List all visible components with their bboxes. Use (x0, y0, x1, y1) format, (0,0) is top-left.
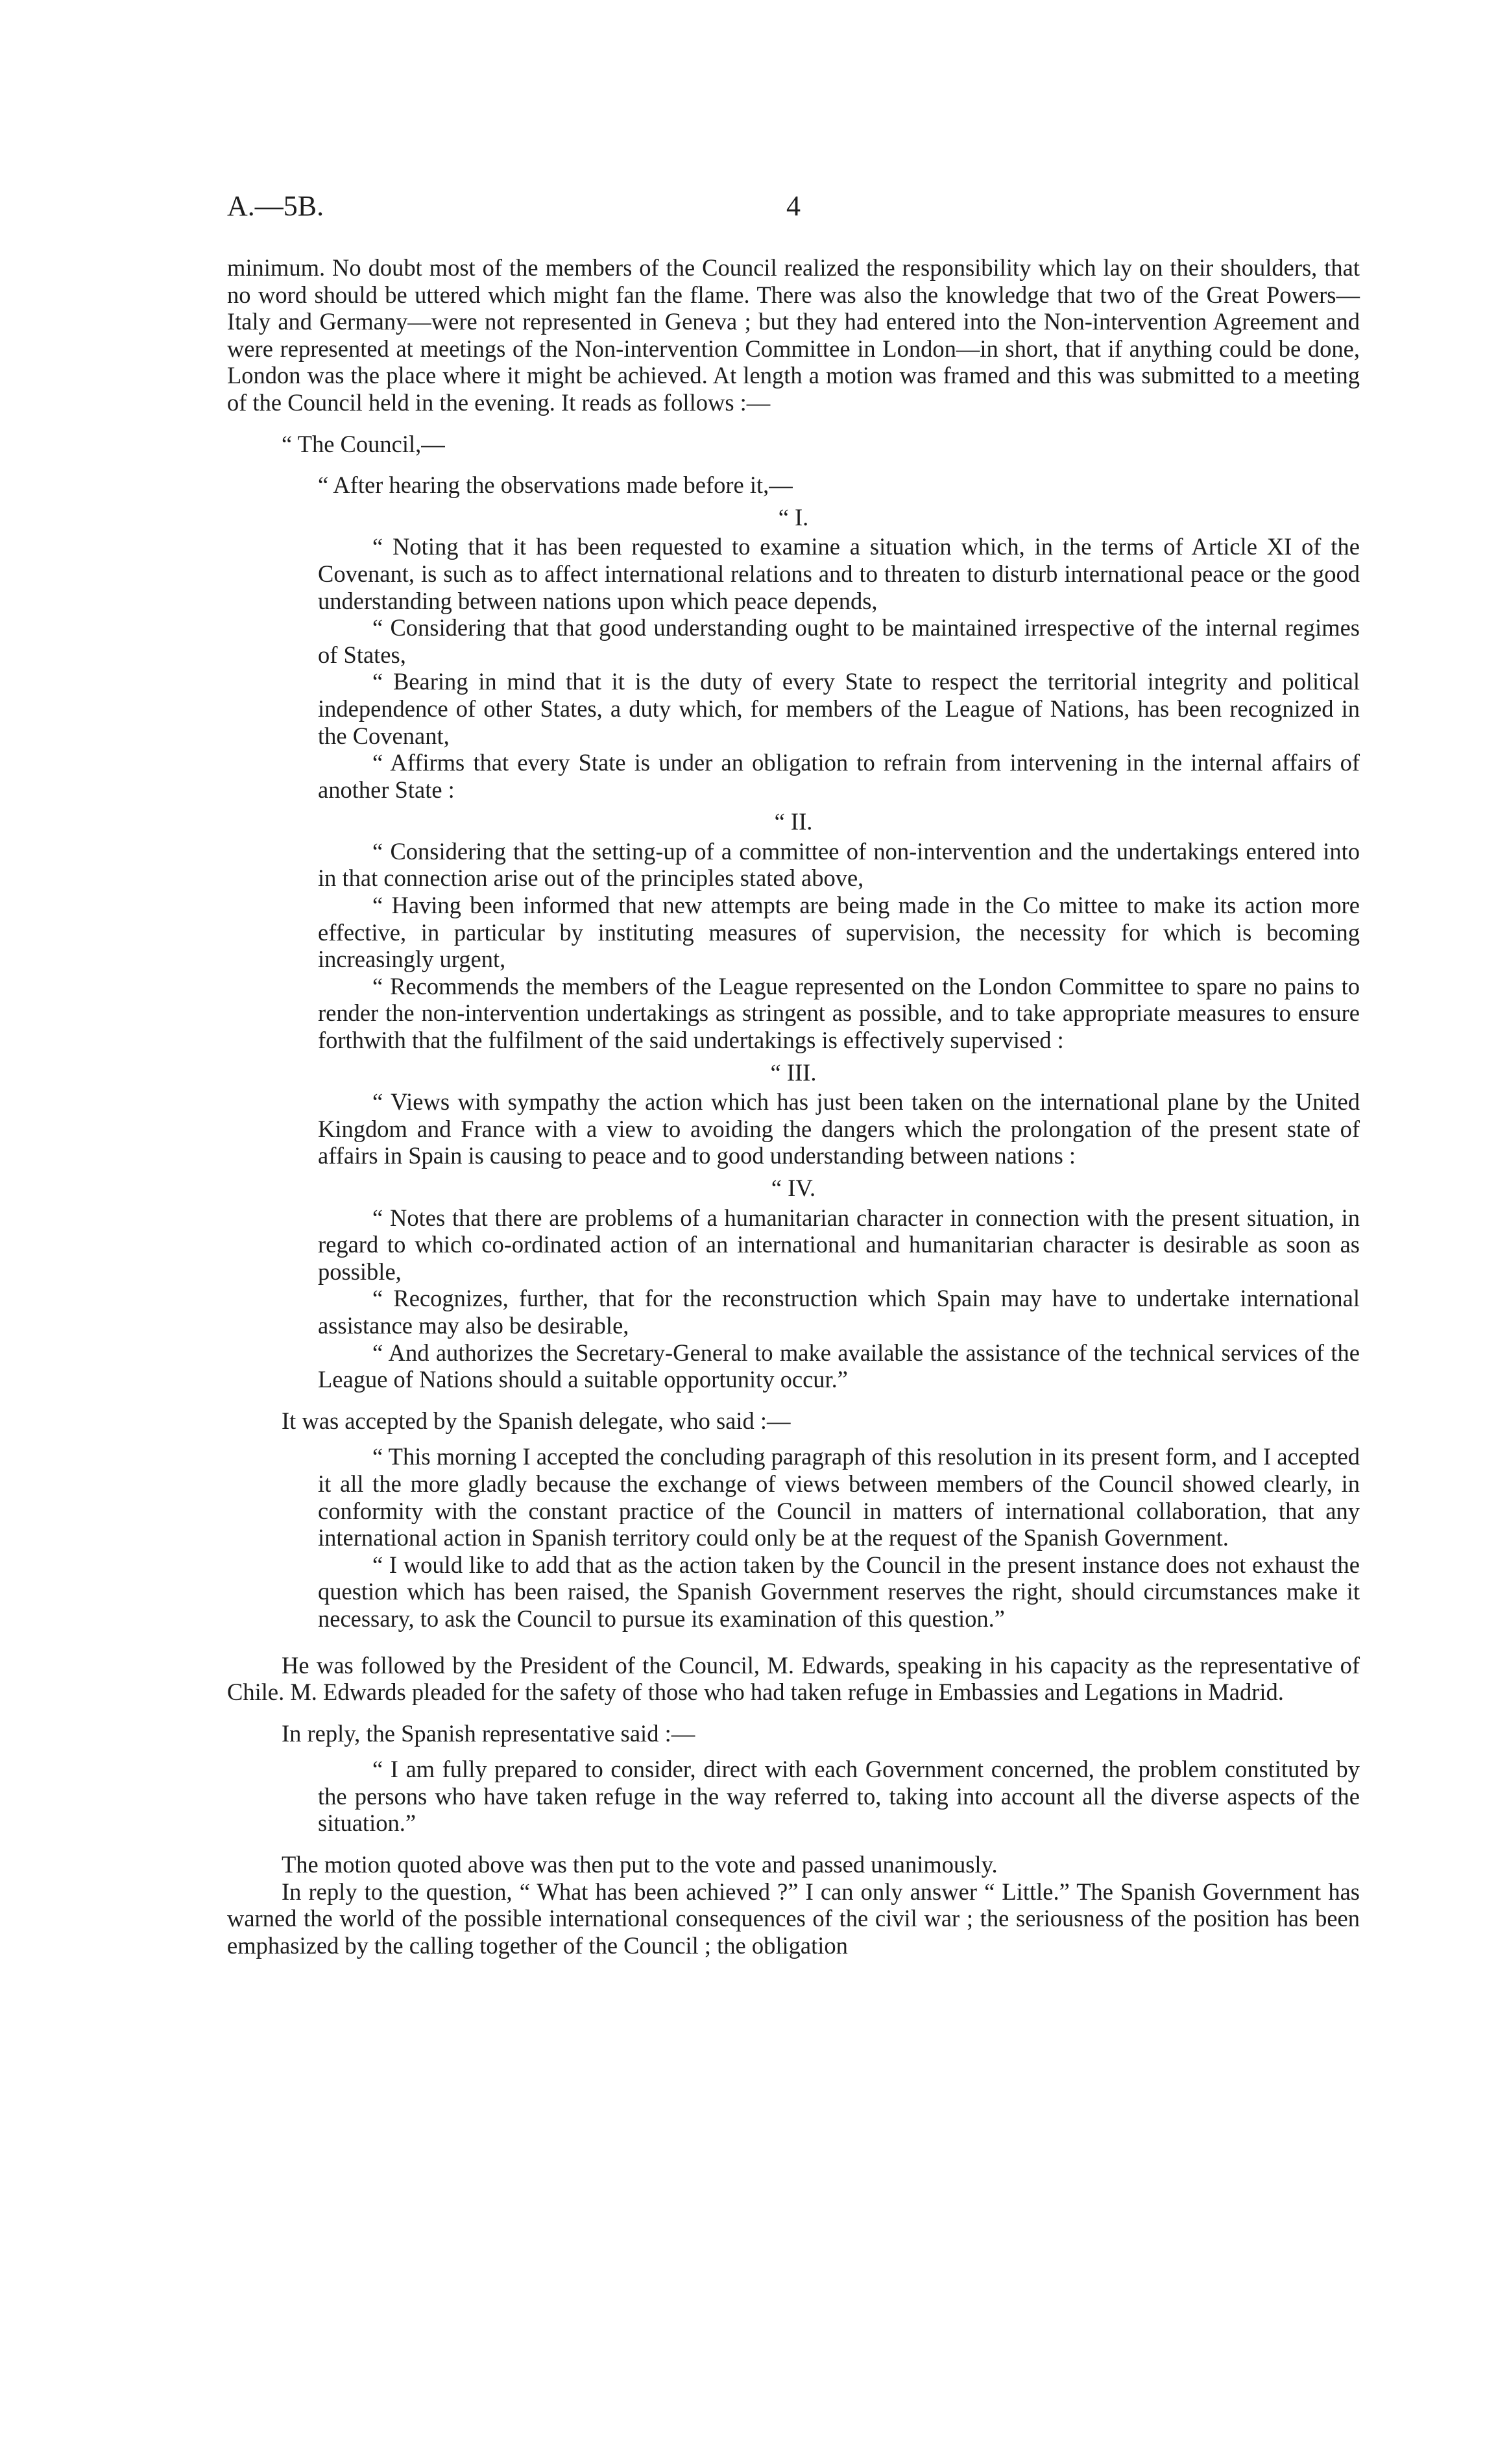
section-heading: “ II. (774, 808, 813, 835)
resolution-clause: “ Notes that there are problems of a humanitarian character in connection with the present situation, in regard to which co-ordinated action of an international and humanitarian character is desirable as soon as possible, (318, 1204, 1360, 1285)
resolution-clause: “ Recognizes, further, that for the reconstruction which Spain may have to undertake international assistance may also be desirable, (318, 1285, 1360, 1339)
resolution-clause: “ Noting that it has been requested to examine a situation which, in the terms of Article XI of the Covenant, is such as to affect international relations and to threaten to disturb international peace or the good understanding between nations upon which peace depends, (318, 533, 1360, 614)
resolution-clause: “ Considering that the setting-up of a committee of non-intervention and the undertakings entered into in that connection arise out of the principles stated above, (318, 837, 1360, 892)
resolution-preamble: “ After hearing the observations made before it,— (318, 472, 793, 499)
reply-paragraph: In reply, the Spanish representative said :— (282, 1719, 695, 1747)
spanish-statement: “ I would like to add that as the action taken by the Council in the present instance does not exhaust the question which has been raised, the Spanish Government reserves the right, should circumstances make it necessary, to ask the Council to pursue its examination of this question.” (318, 1551, 1360, 1632)
document-code: A.—5B. (227, 190, 324, 222)
spanish-statement: “ I am fully prepared to consider, direct with each Government concerned, the problem constituted by the persons who have taken refuge in the way referred to, taking into account all the diverse aspects of the situation.” (318, 1756, 1360, 1837)
resolution-clause: “ Bearing in mind that it is the duty of every State to respect the territorial integrity and political independence of other States, a duty which, for members of the League of Nations, has been recognized in the Covenant, (318, 668, 1360, 749)
motion-paragraph: The motion quoted above was then put to the vote and passed unanimously. (282, 1851, 998, 1878)
page-header (227, 189, 1360, 241)
resolution-clause: “ Considering that that good understanding ought to be maintained irrespective of the internal regimes of States, (318, 614, 1360, 668)
document-body (227, 254, 1360, 1959)
final-paragraph: In reply to the question, “ What has been achieved ?” I can only answer “ Little.” The Spanish Government has warned the world of the possible international consequences of the civil war ; the seriousness of the position has been emphasized by the calling together of the Council ; the obligation (227, 1878, 1360, 1959)
intro-paragraph: minimum. No doubt most of the members of the Council realized the responsibility which lay on their shoulders, that no word should be uttered which might fan the flame. There was also the knowledge that two of the Great Powers—Italy and Germany—were not represented in Geneva ; but they had entered into the Non-intervention Agreement and were represented at meetings of the Non-intervention Committee in London—in short, that if anything could be done, London was the place where it might be achieved. At length a motion was framed and this was submitted to a meeting of the Council held in the evening. It reads as follows :— (227, 254, 1360, 416)
resolution-clause: “ And authorizes the Secretary-General to make available the assistance of the technical services of the League of Nations should a suitable opportunity occur.” (318, 1339, 1360, 1393)
followed-paragraph: He was followed by the President of the Council, M. Edwards, speaking in his capacity as the representative of Chile. M. Edwards pleaded for the safety of those who had taken refuge in Embassies and Legations in Madrid. (227, 1651, 1360, 1706)
resolution-clause: “ Affirms that every State is under an obligation to refrain from intervening in the internal affairs of another State : (318, 749, 1360, 803)
resolution-section-1 (227, 504, 1360, 804)
section-heading: “ I. (778, 503, 809, 531)
resolution-section-2 (227, 808, 1360, 1053)
resolution-section-4 (227, 1175, 1360, 1393)
resolution-section-3 (227, 1059, 1360, 1169)
resolution-clause: “ Recommends the members of the League represented on the London Committee to spare no pains to render the non-intervention undertakings as stringent as possible, and to take appropriate measures to ensure forthwith that the fulfilment of the said undertakings is effectively supervised : (318, 972, 1360, 1054)
accepted-paragraph: It was accepted by the Spanish delegate, who said :— (282, 1407, 791, 1434)
spanish-statement: “ This morning I accepted the concluding paragraph of this resolution in its present form, and I accepted it all the more gladly because the exchange of views between members of the Council showed clearly, in conformity with the constant practice of the Council in matters of international collaboration, that any international action in Spanish territory could only be at the request of the Spanish Government. (318, 1443, 1360, 1551)
resolution-opening: “ The Council,— (282, 430, 445, 457)
page-number: 4 (786, 190, 801, 222)
section-heading: “ IV. (771, 1175, 816, 1201)
resolution-clause: “ Having been informed that new attempts are being made in the Co mittee to make its action more effective, in particular by instituting measures of supervision, the necessity for which is becoming increasingly urgent, (318, 892, 1360, 973)
resolution-clause: “ Views with sympathy the action which has just been taken on the international plane by the United Kingdom and France with a view to avoiding the dangers which the prolongation of the present state of affairs in Spain is causing to peace and to good understanding between nations : (318, 1088, 1360, 1169)
section-heading: “ III. (770, 1059, 817, 1086)
